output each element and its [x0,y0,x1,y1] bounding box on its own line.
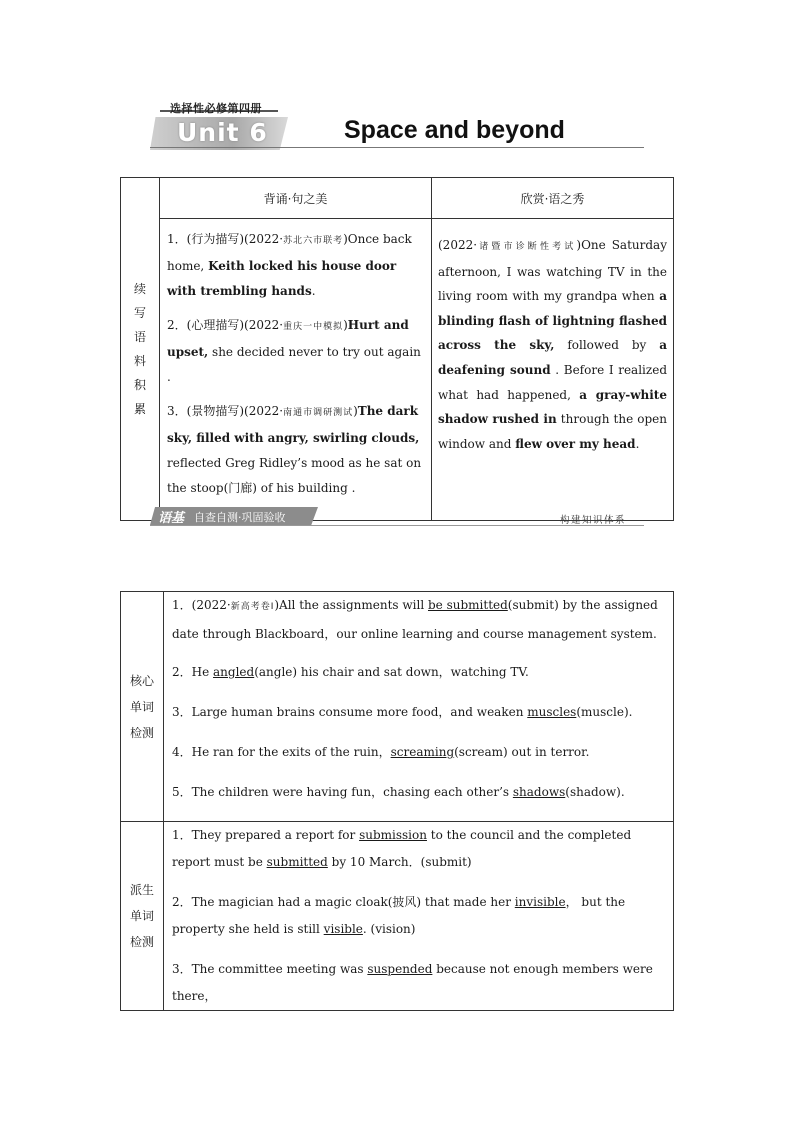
answer: suspended [367,962,433,976]
answer: angled [213,665,255,679]
exercise-item: 2．The magician had a magic cloak(披风) that made her invisible， but the property she held is still visible. (vision) [172,895,626,936]
answer: invisible [514,895,566,909]
book-label: 选择性必修第四册 [170,102,262,115]
section-banner-rule [150,525,644,526]
exercise-item: 4．He ran for the exits of the ruin，screaming(scream) out in terror. [172,745,590,759]
exercise-item: 3．Large human brains consume more food，and weaken muscles(muscle). [172,705,633,719]
recite-item: 1．(行为描写)(2022·苏北六市联考)Once back home, Keith locked his house door with trembling hands. [167,232,412,298]
recite-sentences-cell [160,219,432,521]
recite-item: 2．(心理描写)(2022·重庆一中模拟)Hurt and upset, she decided never to try out again . [167,318,421,384]
column-header-recite: 背诵·句之美 [160,178,432,219]
exercise-item: 5．The children were having fun，chasing each other’s shadows(shadow). [172,785,625,799]
exercise-item: 1．They prepared a report for submission to the council and the completed report must be submitted by 10 March．(submit) [172,828,632,869]
appreciate-passage-cell: (2022·诸暨市诊断性考试)One Saturday afternoon, I was watching TV in the living room with my grandpa when a blinding flash of lightning flashed across the sky, followed by a deafening sound . Before I realized what had happened, a gray-white shadow rushed in through the open window and flew over my head. [432,219,674,521]
answer: be submitted [427,598,508,612]
exercise-item: 1．(2022·新高考卷Ⅰ)All the assignments will be submitted(submit) by the assigned date through Blackboard，our online learning and course management system. [172,598,658,641]
answer: submitted [266,855,328,869]
answer: muscles [527,705,577,719]
exercise-item: 2．He angled(angle) his chair and sat down，watching TV. [172,665,529,679]
section-banner-right-label: 构建知识体系 [560,515,627,526]
core-words-side-label: 核心 单词 检测 [121,592,164,822]
unit-title: Space and beyond [344,116,565,144]
answer: submission [359,828,427,842]
vocabulary-check-table [120,591,674,1011]
unit-badge-text: Unit 6 [177,118,268,147]
recite-item: 3．(景物描写)(2022·南通市调研测试)The dark sky, filled with angry, swirling clouds, reflected Greg Ridley’s mood as he sat on the stoop(门廊) of his building . [167,404,422,495]
exercise-item: 3．The committee meeting was suspended because not enough members were there， [172,962,653,1003]
header-rule [150,147,644,148]
answer: visible [323,922,363,936]
derived-words-cell [164,822,674,1011]
column-header-appreciate: 欣赏·语之秀 [432,178,674,219]
writing-materials-table [120,177,674,521]
core-words-cell [164,592,674,822]
section-banner-key: 语基 [158,511,185,526]
writing-materials-side-label: 续 写 语 料 积 累 [121,178,160,521]
answer: shadows [512,785,566,799]
section-banner-label: 自查自测·巩固验收 [194,511,286,524]
derived-words-side-label: 派生 单词 检测 [121,822,164,1011]
answer: screaming [390,745,455,759]
